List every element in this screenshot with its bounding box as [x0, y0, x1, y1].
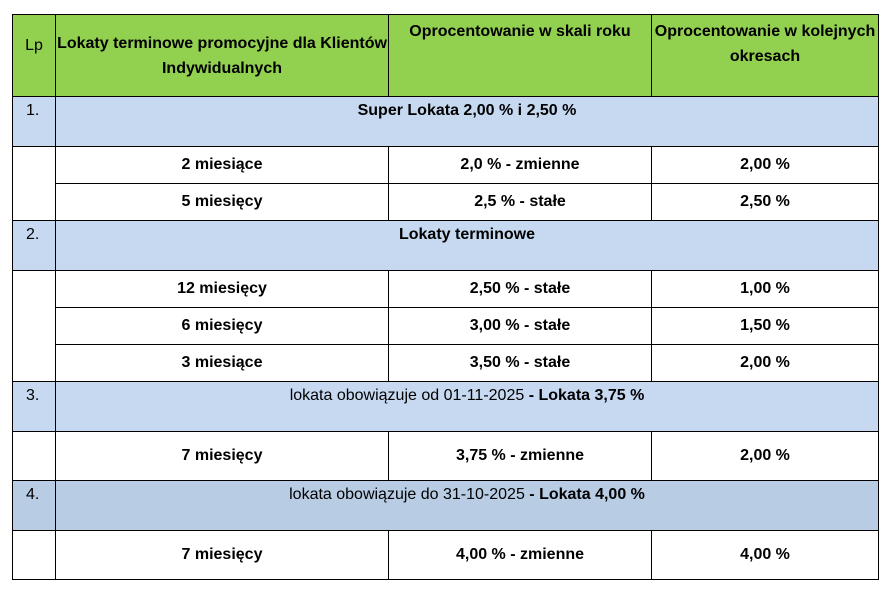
next-rate-cell: 4,00 % — [652, 531, 879, 580]
next-rate-cell: 2,00 % — [652, 147, 879, 184]
blank-lp-cell — [13, 147, 56, 221]
next-rate-cell: 1,00 % — [652, 271, 879, 308]
term-cell: 2 miesiące — [56, 147, 389, 184]
blank-lp-cell — [13, 271, 56, 382]
blank-lp-cell — [13, 531, 56, 580]
section-title: Lokaty terminowe — [56, 221, 879, 271]
blank-lp-cell — [13, 432, 56, 481]
term-cell: 6 miesięcy — [56, 308, 389, 345]
next-rate-cell: 2,50 % — [652, 184, 879, 221]
term-cell: 7 miesięcy — [56, 432, 389, 481]
section-title-validity: lokata obowiązuje od 01-11-2025 — [289, 387, 525, 404]
section-lp: 1. — [13, 97, 56, 147]
section-title-validity: lokata obowiązuje do 31-10-2025 — [289, 486, 525, 503]
section-title: Super Lokata 2,00 % i 2,50 % — [56, 97, 879, 147]
term-cell: 5 miesięcy — [56, 184, 389, 221]
rate-cell: 3,75 % - zmienne — [389, 432, 652, 481]
section-title-name: - Lokata 4,00 % — [524, 486, 645, 503]
section-row-1 — [13, 97, 879, 147]
section-lp: 4. — [13, 481, 56, 531]
table-row — [13, 308, 879, 345]
term-cell: 7 miesięcy — [56, 531, 389, 580]
section-title — [56, 382, 879, 432]
rate-cell: 4,00 % - zmienne — [389, 531, 652, 580]
section-lp: 3. — [13, 382, 56, 432]
table-row — [13, 147, 879, 184]
rate-cell: 3,50 % - stałe — [389, 345, 652, 382]
section-lp: 2. — [13, 221, 56, 271]
table-row — [13, 531, 879, 580]
header-annual-rate: Oprocentowanie w skali roku — [389, 15, 652, 97]
section-row-2 — [13, 221, 879, 271]
section-row-3 — [13, 382, 879, 432]
rate-cell: 2,5 % - stałe — [389, 184, 652, 221]
header-lp: Lp — [13, 15, 56, 97]
section-title — [56, 481, 879, 531]
next-rate-cell: 2,00 % — [652, 345, 879, 382]
section-title-name: - Lokata 3,75 % — [524, 387, 645, 404]
section-row-4 — [13, 481, 879, 531]
table-row — [13, 184, 879, 221]
header-next-periods-rate: Oprocentowanie w kolejnych okresach — [652, 15, 879, 97]
table-row — [13, 345, 879, 382]
next-rate-cell: 1,50 % — [652, 308, 879, 345]
deposit-rates-table — [12, 14, 879, 580]
term-cell: 12 miesięcy — [56, 271, 389, 308]
rate-cell: 2,50 % - stałe — [389, 271, 652, 308]
table-header-row — [13, 15, 879, 97]
table-row — [13, 432, 879, 481]
table-row — [13, 271, 879, 308]
rate-cell: 2,0 % - zmienne — [389, 147, 652, 184]
rate-cell: 3,00 % - stałe — [389, 308, 652, 345]
header-deposit-type: Lokaty terminowe promocyjne dla Klientów Indywidualnych — [56, 15, 389, 97]
term-cell: 3 miesiące — [56, 345, 389, 382]
next-rate-cell: 2,00 % — [652, 432, 879, 481]
